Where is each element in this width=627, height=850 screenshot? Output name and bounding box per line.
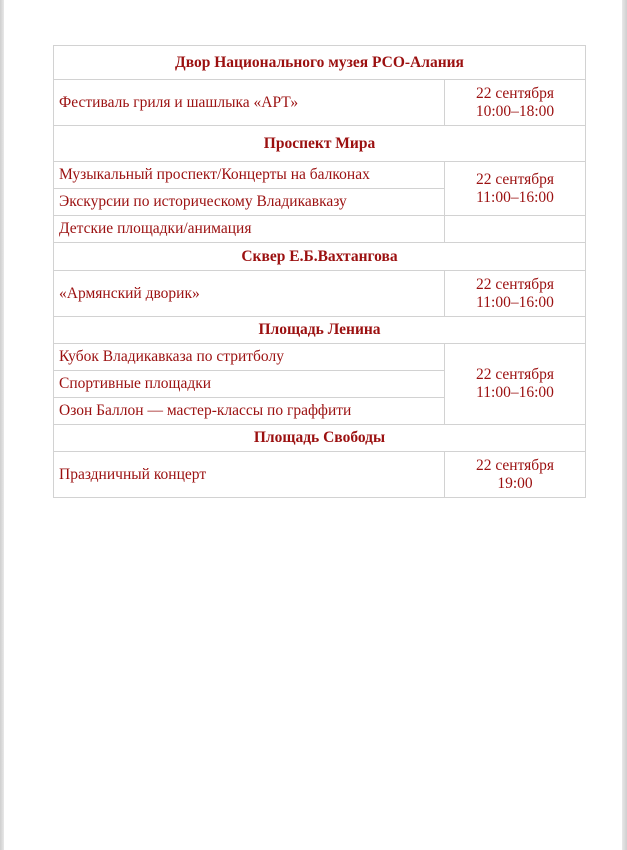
section-header-row [54,243,586,271]
event-datetime [445,80,586,126]
event-name: Озон Баллон — мастер-классы по граффити [54,398,445,425]
event-datetime [445,344,586,425]
event-name: «Армянский дворик» [54,271,445,317]
event-datetime [445,271,586,317]
section-title: Площадь Ленина [54,317,586,344]
page-edge-left [0,0,4,850]
event-time: 10:00–18:00 [475,102,555,120]
event-datetime [445,452,586,498]
section-title: Двор Национального музея РСО-Алания [54,46,586,80]
event-time: 11:00–16:00 [476,188,554,206]
table-row [54,271,586,317]
event-name: Экскурсии по историческому Владикавказу [54,189,445,216]
event-time: 11:00–16:00 [476,293,554,311]
section-title: Площадь Свободы [54,425,586,452]
table-row [54,80,586,126]
section-header-row [54,126,586,162]
table-row [54,344,586,371]
event-datetime [445,162,586,216]
page-edge-right [622,0,627,850]
event-name: Музыкальный проспект/Концерты на балконах [54,162,445,189]
event-date: 22 сентября [475,456,555,474]
event-name: Кубок Владикавказа по стритболу [54,344,445,371]
event-name: Спортивные площадки [54,371,445,398]
section-title: Проспект Мира [54,126,586,162]
table-row [54,216,586,243]
empty-cell [445,216,586,243]
section-header-row [54,46,586,80]
event-time: 19:00 [497,474,533,492]
section-title: Сквер Е.Б.Вахтангова [54,243,586,271]
section-header-row [54,425,586,452]
event-date: 22 сентября [475,170,555,188]
event-time: 11:00–16:00 [476,384,554,401]
event-name: Фестиваль гриля и шашлыка «АРТ» [54,80,445,126]
event-date: 22 сентября [475,366,555,383]
event-date: 22 сентября [475,84,555,102]
table-row [54,162,586,189]
schedule-table [53,45,586,498]
event-date: 22 сентября [475,275,555,293]
table-row [54,452,586,498]
event-name: Детские площадки/анимация [54,216,445,243]
event-name: Праздничный концерт [54,452,445,498]
section-header-row [54,317,586,344]
